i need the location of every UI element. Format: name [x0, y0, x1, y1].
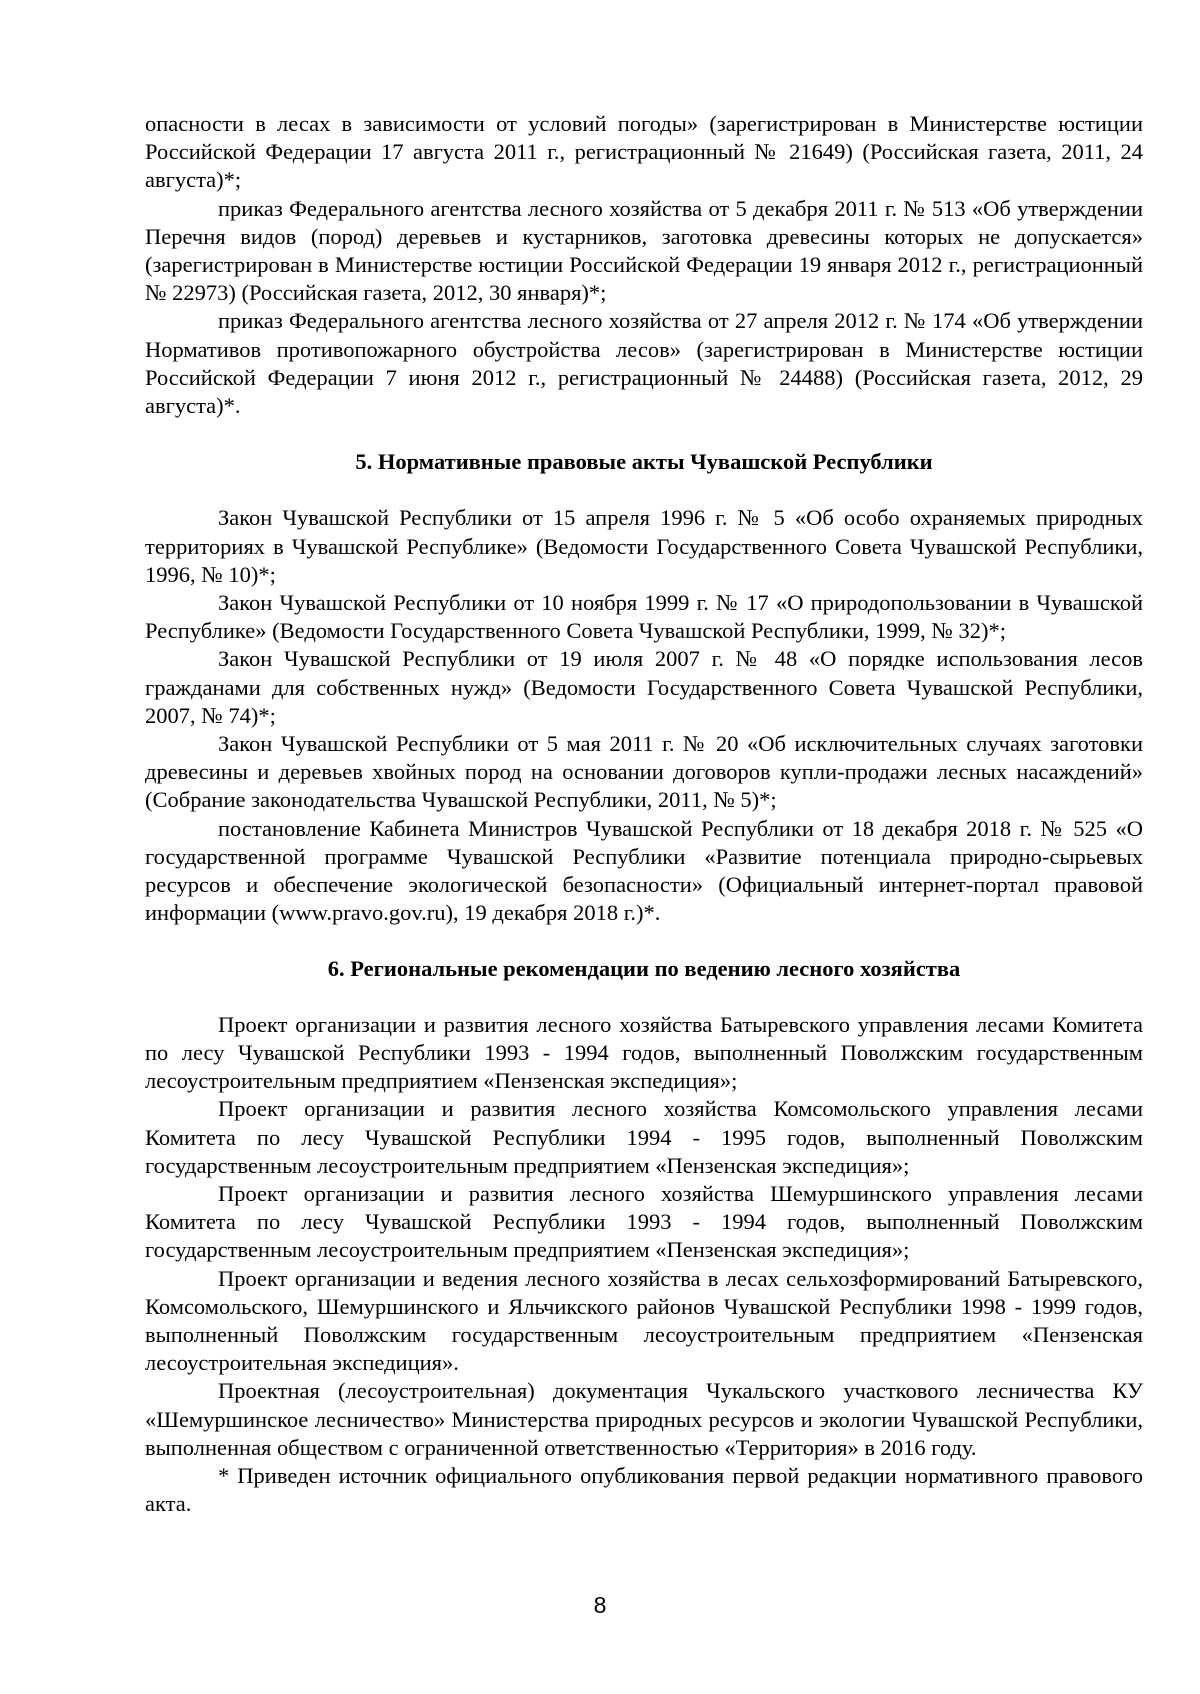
- page-number: 8: [593, 1592, 607, 1618]
- section-5-paragraph-5: постановление Кабинета Министров Чувашской Республики от 18 декабря 2018 г. № 525 «О государственной программе Чувашской Республики «Развитие потенциала природно-сырьевых ресурсов и обеспечение экологической безопасности» (Официальный интернет-портал правовой информации (www.pravo.gov.ru), 19 декабря 2018 г.)*.: [145, 815, 1143, 926]
- section-6-paragraph-1: Проект организации и развития лесного хозяйства Батыревского управления лесами Комитета по лесу Чувашской Республики 1993 - 1994 годов, выполненный Поволжским государственным лесоустроительным предприятием «Пензенская экспедиция»;: [145, 1011, 1143, 1094]
- section-5-paragraph-1: Закон Чувашской Республики от 15 апреля 1996 г. № 5 «Об особо охраняемых природных территориях в Чувашской Республике» (Ведомости Государственного Совета Чувашской Республики, 1996, № 10)*;: [145, 505, 1143, 587]
- section-5-paragraph-2: Закон Чувашской Республики от 10 ноября 1999 г. № 17 «О природопользовании в Чувашской Республике» (Ведомости Государственного Совета Чувашской Республики, 1999, № 32)*;: [145, 590, 1143, 644]
- section-6-paragraph-2: Проект организации и развития лесного хозяйства Комсомольского управления лесами Комитета по лесу Чувашской Республики 1994 - 1995 годов, выполненный Поволжским государственным лесоустроительным предприятием «Пензенская экспедиция»;: [145, 1096, 1143, 1178]
- section-6-paragraph-5: Проектная (лесоустроительная) документация Чукальского участкового лесничества КУ «Шемуршинское лесничество» Министерства природных ресурсов и экологии Чувашской Республики, выполненная обществом с ограниченной ответственностью «Территория» в 2016 году.: [145, 1378, 1143, 1460]
- intro-paragraph-3: приказ Федерального агентства лесного хозяйства от 27 апреля 2012 г. № 174 «Об утверждении Нормативов противопожарного обустройства лесов» (зарегистрирован в Министерстве юстиции Российской Федерации 7 июня 2012 г., регистрационный № 24488) (Российская газета, 2012, 29 августа)*.: [145, 308, 1143, 419]
- section-5-paragraph-3: Закон Чувашской Республики от 19 июля 2007 г. № 48 «О порядке использования лесов гражданами для собственных нужд» (Ведомости Государственного Совета Чувашской Республики, 2007, № 74)*;: [145, 646, 1143, 728]
- intro-paragraph-2: приказ Федерального агентства лесного хозяйства от 5 декабря 2011 г. № 513 «Об утверждении Перечня видов (пород) деревьев и кустарников, заготовка древесины которых не допускается» (зарегистрирован в Министерстве юстиции Российской Федерации 19 января 2012 г., регистрационный № 22973) (Российская газета, 2012, 30 января)*;: [145, 195, 1143, 306]
- section-6-heading: 6. Региональные рекомендации по ведению лесного хозяйства: [327, 956, 961, 982]
- section-6-paragraph-4: Проект организации и ведения лесного хозяйства в лесах сельхозформирований Батыревского, Комсомольского, Шемуршинского и Яльчикского районов Чувашской Республики 1998 - 1999 годов, выполненный Поволжским государственным лесоустроительным предприятием «Пензенская лесоустроительная экспедиция».: [145, 1265, 1143, 1376]
- section-5-paragraph-4: Закон Чувашской Республики от 5 мая 2011 г. № 20 «Об исключительных случаях заготовки древесины и деревьев хвойных пород на основании договоров купли-продажи лесных насаждений» (Собрание законодательства Чувашской Республики, 2011, № 5)*;: [145, 731, 1143, 813]
- document-body: [145, 110, 1143, 1518]
- intro-paragraph-1: опасности в лесах в зависимости от условий погоды» (зарегистрирован в Министерстве юстиции Российской Федерации 17 августа 2011 г., регистрационный № 21649) (Российская газета, 2011, 24 августа)*;: [145, 111, 1143, 193]
- section-6-paragraph-3: Проект организации и развития лесного хозяйства Шемуршинского управления лесами Комитета по лесу Чувашской Республики 1993 - 1994 годов, выполненный Поволжским государственным лесоустроительным предприятием «Пензенская экспедиция»;: [145, 1180, 1143, 1263]
- footnote: * Приведен источник официального опубликования первой редакции нормативного правового акта.: [145, 1462, 1143, 1517]
- section-5-heading: 5. Нормативные правовые акты Чувашской Республики: [355, 449, 933, 475]
